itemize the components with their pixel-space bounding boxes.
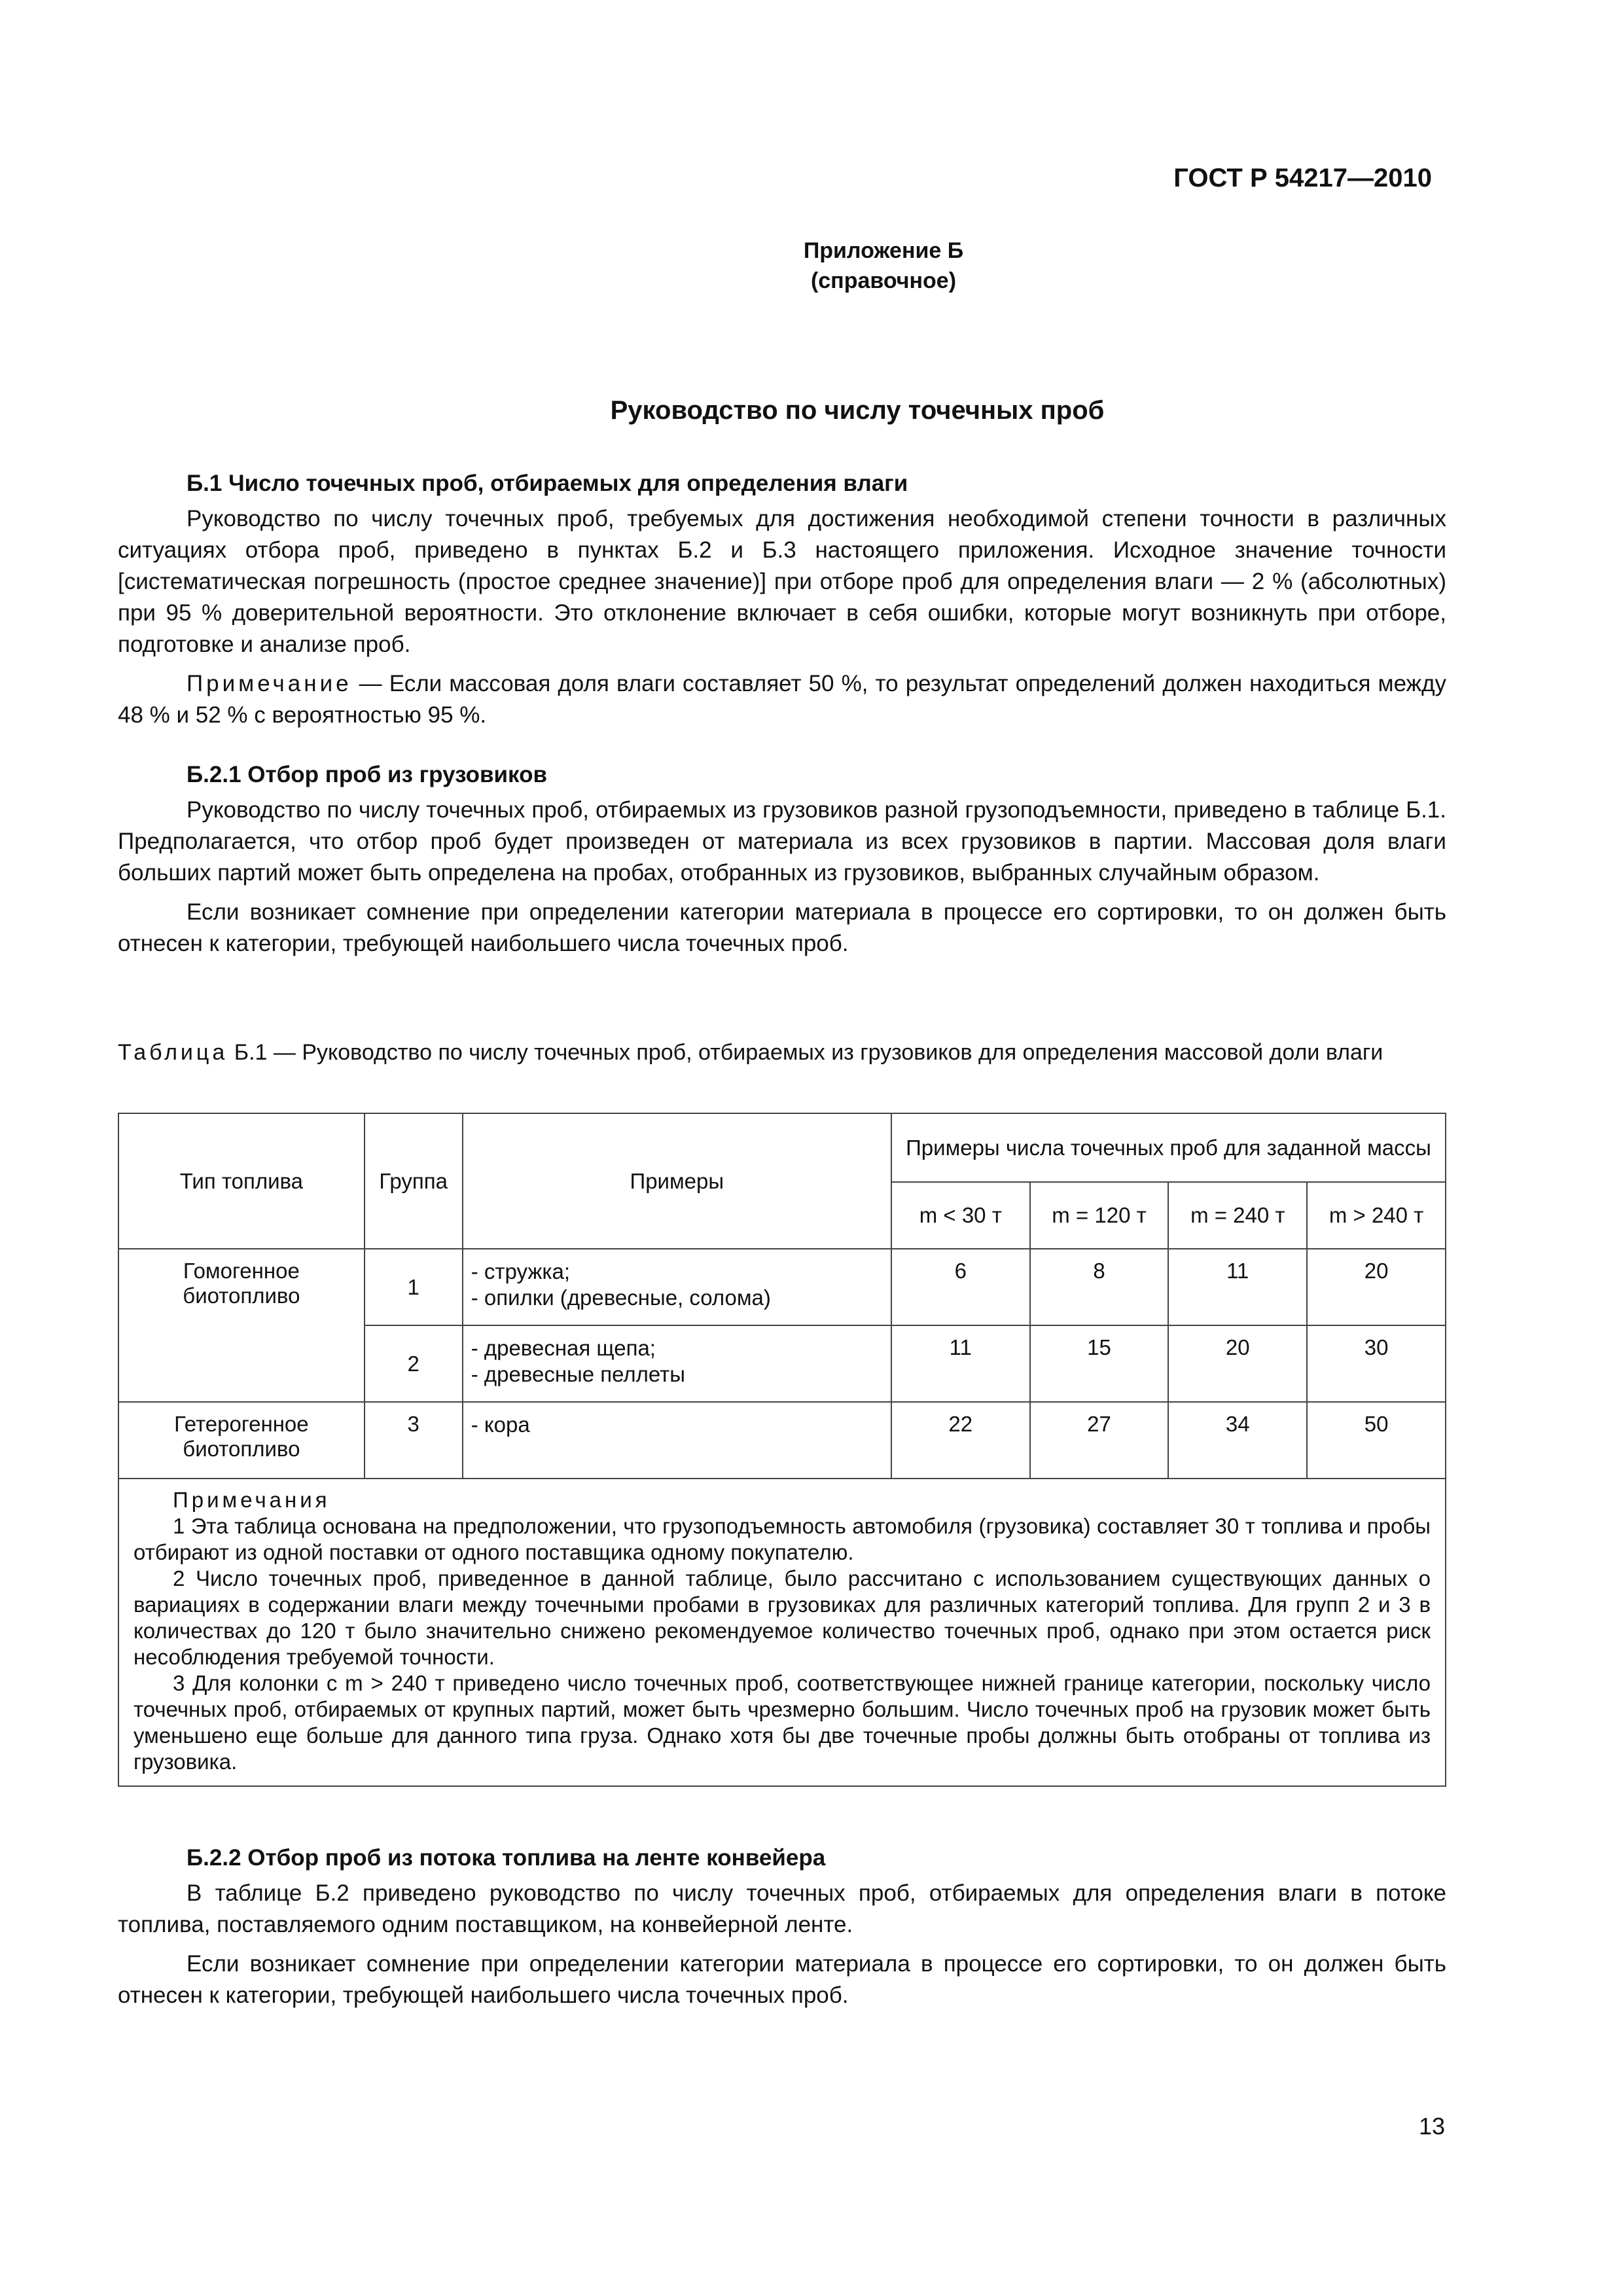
page-number: 13 (1418, 2113, 1445, 2140)
col-header-mass-2: m = 120 т (1030, 1182, 1169, 1249)
main-title: Руководство по числу точечных проб (610, 396, 1105, 425)
document-code: ГОСТ Р 54217—2010 (1173, 164, 1432, 192)
table-notes (118, 1479, 1446, 1786)
examples-cell (463, 1402, 891, 1479)
table-note-2: 2 Число точечных проб, приведенное в данной таблице, было рассчитано с использованием существующих данных о вариациях в содержании влаги между точечными пробами в грузовиках для различных категорий топлива. Для групп 2 и 3 в количествах до 120 т было значительно снижено рекомендуемое количество точечных проб, однако при этом остается риск несоблюдения требуемой точности. (134, 1566, 1431, 1669)
annex-heading (0, 236, 1623, 296)
col-header-mass-1: m < 30 т (891, 1182, 1030, 1249)
value-cell: 30 (1307, 1325, 1446, 1402)
note-label: Примечание (187, 671, 352, 696)
col-header-fuel: Тип топлива (118, 1113, 365, 1249)
group-cell: 2 (365, 1325, 463, 1402)
table-row (118, 1402, 1446, 1479)
col-header-mass-4: m > 240 т (1307, 1182, 1446, 1249)
note-text: — Если массовая доля влаги составляет 50 %, то результат определений должен находиться между 48 % и 52 % с вероятностью 95 %. (118, 671, 1446, 728)
examples-cell (463, 1249, 891, 1325)
examples-cell (463, 1325, 891, 1402)
section-b1-paragraph: Руководство по числу точечных проб, требуемых для достижения необходимой степени точности в различных ситуациях отбора проб, приведено в пунктах Б.2 и Б.3 настоящего приложения. Исходное значение точности [систематическая погрешность (простое среднее значение)] при отборе проб для определения влаги — 2 % (абсолютных) при 95 % доверительной вероятности. Это отклонение включает в себя ошибки, которые могут возникнуть при отборе, подготовке и анализе проб. (118, 506, 1446, 657)
value-cell: 34 (1168, 1402, 1307, 1479)
value-cell: 27 (1030, 1402, 1169, 1479)
example-item: - стружка; (471, 1259, 571, 1283)
section-b22-heading: Б.2.2 Отбор проб из потока топлива на ленте конвейера (187, 1845, 826, 1871)
group-cell: 3 (365, 1402, 463, 1479)
col-header-examples: Примеры (463, 1113, 891, 1249)
section-b21-heading: Б.2.1 Отбор проб из грузовиков (187, 762, 547, 787)
table-note-1: 1 Эта таблица основана на предположении, что грузоподъемность автомобиля (грузовика) составляет 30 т топлива и пробы отбирают из одной поставки от одного поставщика одному покупателю. (134, 1514, 1431, 1564)
fuel-heterogeneous: Гетерогенное биотопливо (118, 1402, 365, 1479)
value-cell: 11 (1168, 1249, 1307, 1325)
table-note-3: 3 Для колонки с m > 240 т приведено число точечных проб, соответствующее нижней границе категории, поскольку число точечных проб, отбираемых от крупных партий, может быть чрезмерно большим. Число точечных проб на грузовик может быть уменьшено еще больше для данного типа груза. Однако хотя бы две точечные пробы должны быть отобраны от топлива из грузовика. (134, 1671, 1431, 1774)
section-b1-heading: Б.1 Число точечных проб, отбираемых для определения влаги (187, 471, 908, 496)
section-b22-paragraph-1: В таблице Б.2 приведено руководство по числу точечных проб, отбираемых для определения влаги в потоке топлива, поставляемого одним поставщиком, на конвейерной ленте. (118, 1880, 1446, 1937)
section-b21-paragraph-2: Если возникает сомнение при определении категории материала в процессе его сортировки, то он должен быть отнесен к категории, требующей наибольшего числа точечных проб. (118, 899, 1446, 956)
section-b1-note (118, 668, 1446, 731)
value-cell: 20 (1168, 1325, 1307, 1402)
example-item: - древесная щепа; (471, 1336, 656, 1360)
table-caption-label: Таблица (118, 1040, 228, 1065)
fuel-homogeneous: Гомогенное биотопливо (118, 1249, 365, 1402)
example-item: - кора (471, 1412, 530, 1437)
notes-row (118, 1479, 1446, 1786)
example-item: - древесные пеллеты (471, 1362, 686, 1386)
value-cell: 8 (1030, 1249, 1169, 1325)
value-cell: 15 (1030, 1325, 1169, 1402)
notes-title: Примечания (173, 1488, 330, 1512)
section-b22 (118, 1842, 1446, 2019)
value-cell: 6 (891, 1249, 1030, 1325)
section-b21 (118, 759, 1446, 967)
col-header-mass-3: m = 240 т (1168, 1182, 1307, 1249)
col-header-mass: Примеры числа точечных проб для заданной массы (891, 1113, 1446, 1182)
section-b1 (118, 468, 1446, 739)
example-item: - опилки (древесные, солома) (471, 1285, 771, 1310)
samples-table (118, 1113, 1446, 1787)
table-caption-text: Б.1 — Руководство по числу точечных проб, отбираемых из грузовиков для определения массовой доли влаги (228, 1040, 1383, 1065)
group-cell: 1 (365, 1249, 463, 1325)
value-cell: 50 (1307, 1402, 1446, 1479)
col-header-group: Группа (365, 1113, 463, 1249)
section-b22-paragraph-2: Если возникает сомнение при определении категории материала в процессе его сортировки, то он должен быть отнесен к категории, требующей наибольшего числа точечных проб. (118, 1951, 1446, 2008)
annex-title: Приложение Б (803, 238, 964, 263)
table-caption (118, 1037, 1446, 1067)
value-cell: 22 (891, 1402, 1030, 1479)
table-row (118, 1249, 1446, 1325)
section-b21-paragraph-1: Руководство по числу точечных проб, отбираемых из грузовиков разной грузоподъемности, приведено в таблице Б.1. Предполагается, что отбор проб будет произведен от материала из всех грузовиков в партии. Массовая доля влаги больших партий может быть определена на пробах, отобранных из грузовиков, выбранных случайным образом. (118, 797, 1446, 886)
value-cell: 11 (891, 1325, 1030, 1402)
annex-subtitle: (справочное) (810, 268, 957, 293)
value-cell: 20 (1307, 1249, 1446, 1325)
